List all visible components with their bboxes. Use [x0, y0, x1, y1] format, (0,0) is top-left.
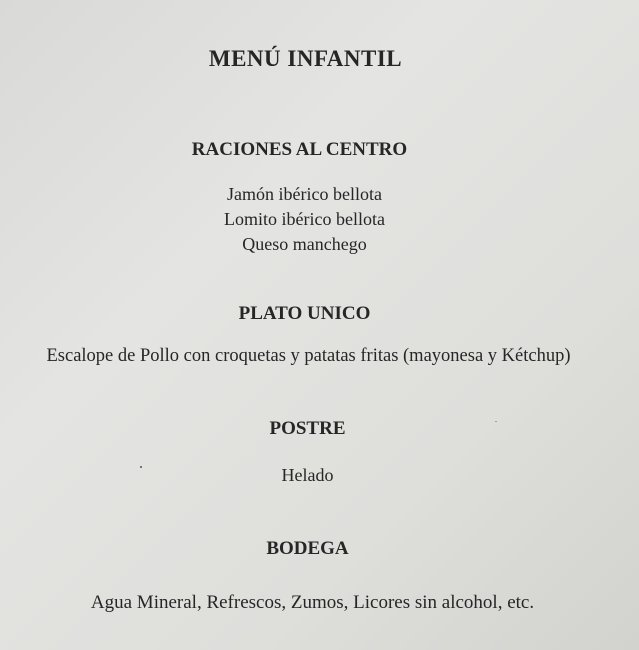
menu-item-lomito: Lomito ibérico bellota	[224, 209, 385, 229]
menu-item-escalope: Escalope de Pollo con croquetas y patatas fritas (mayonesa y Kétchup)	[46, 346, 571, 366]
menu-item-jamon: Jamón ibérico bellota	[227, 184, 382, 204]
menu-title: MENÚ INFANTIL	[208, 46, 403, 71]
section-heading-postre: POSTRE	[269, 418, 346, 439]
section-heading-bodega: BODEGA	[266, 538, 349, 559]
paper-speck	[140, 466, 142, 468]
menu-item-queso: Queso manchego	[242, 234, 367, 254]
paper-speck	[495, 421, 497, 422]
menu-item-helado: Helado	[281, 465, 334, 485]
section-heading-plato-unico: PLATO UNICO	[238, 303, 371, 324]
menu-item-bebidas: Agua Mineral, Refrescos, Zumos, Licores sin alcohol, etc.	[90, 592, 535, 613]
section-heading-raciones: RACIONES AL CENTRO	[191, 139, 408, 160]
